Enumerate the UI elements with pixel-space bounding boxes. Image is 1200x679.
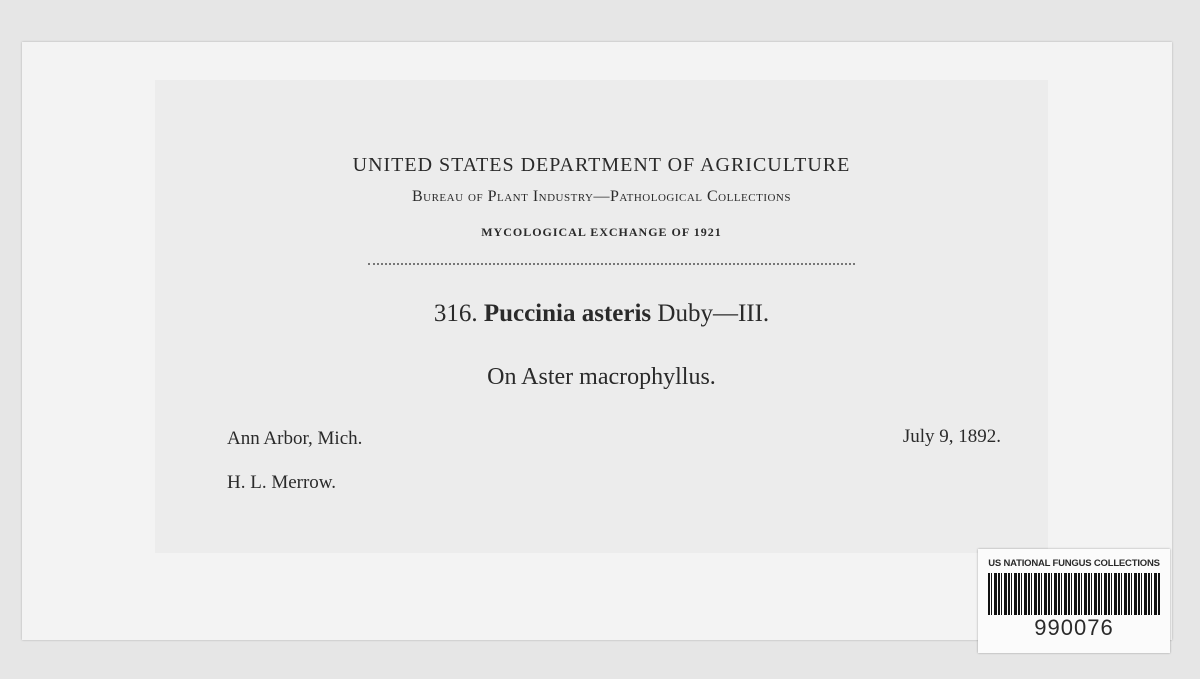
- barcode-number: 990076: [1034, 615, 1114, 640]
- department-heading: UNITED STATES DEPARTMENT OF AGRICULTURE: [352, 154, 851, 176]
- species-authority: Duby—III.: [657, 300, 770, 327]
- host-line: On Aster macrophyllus.: [487, 364, 716, 390]
- collection-date: July 9, 1892.: [902, 426, 1001, 447]
- divider: [368, 263, 855, 265]
- specimen-number: 316.: [433, 300, 478, 327]
- barcode-tag-title: US NATIONAL FUNGUS COLLECTIONS: [988, 558, 1160, 569]
- bureau-heading: Bureau of Plant Industry—Pathological Collections: [411, 188, 791, 205]
- locality: Ann Arbor, Mich.: [227, 428, 363, 449]
- species-line: [155, 300, 1048, 328]
- barcode: [988, 573, 1160, 615]
- collector: H. L. Merrow.: [227, 472, 337, 493]
- faded-stamp: [600, 468, 800, 494]
- exchange-heading: MYCOLOGICAL EXCHANGE OF 1921: [481, 225, 722, 239]
- species-name: Puccinia asteris: [483, 300, 652, 327]
- specimen-label: [155, 80, 1048, 553]
- barcode-tag: [978, 549, 1170, 653]
